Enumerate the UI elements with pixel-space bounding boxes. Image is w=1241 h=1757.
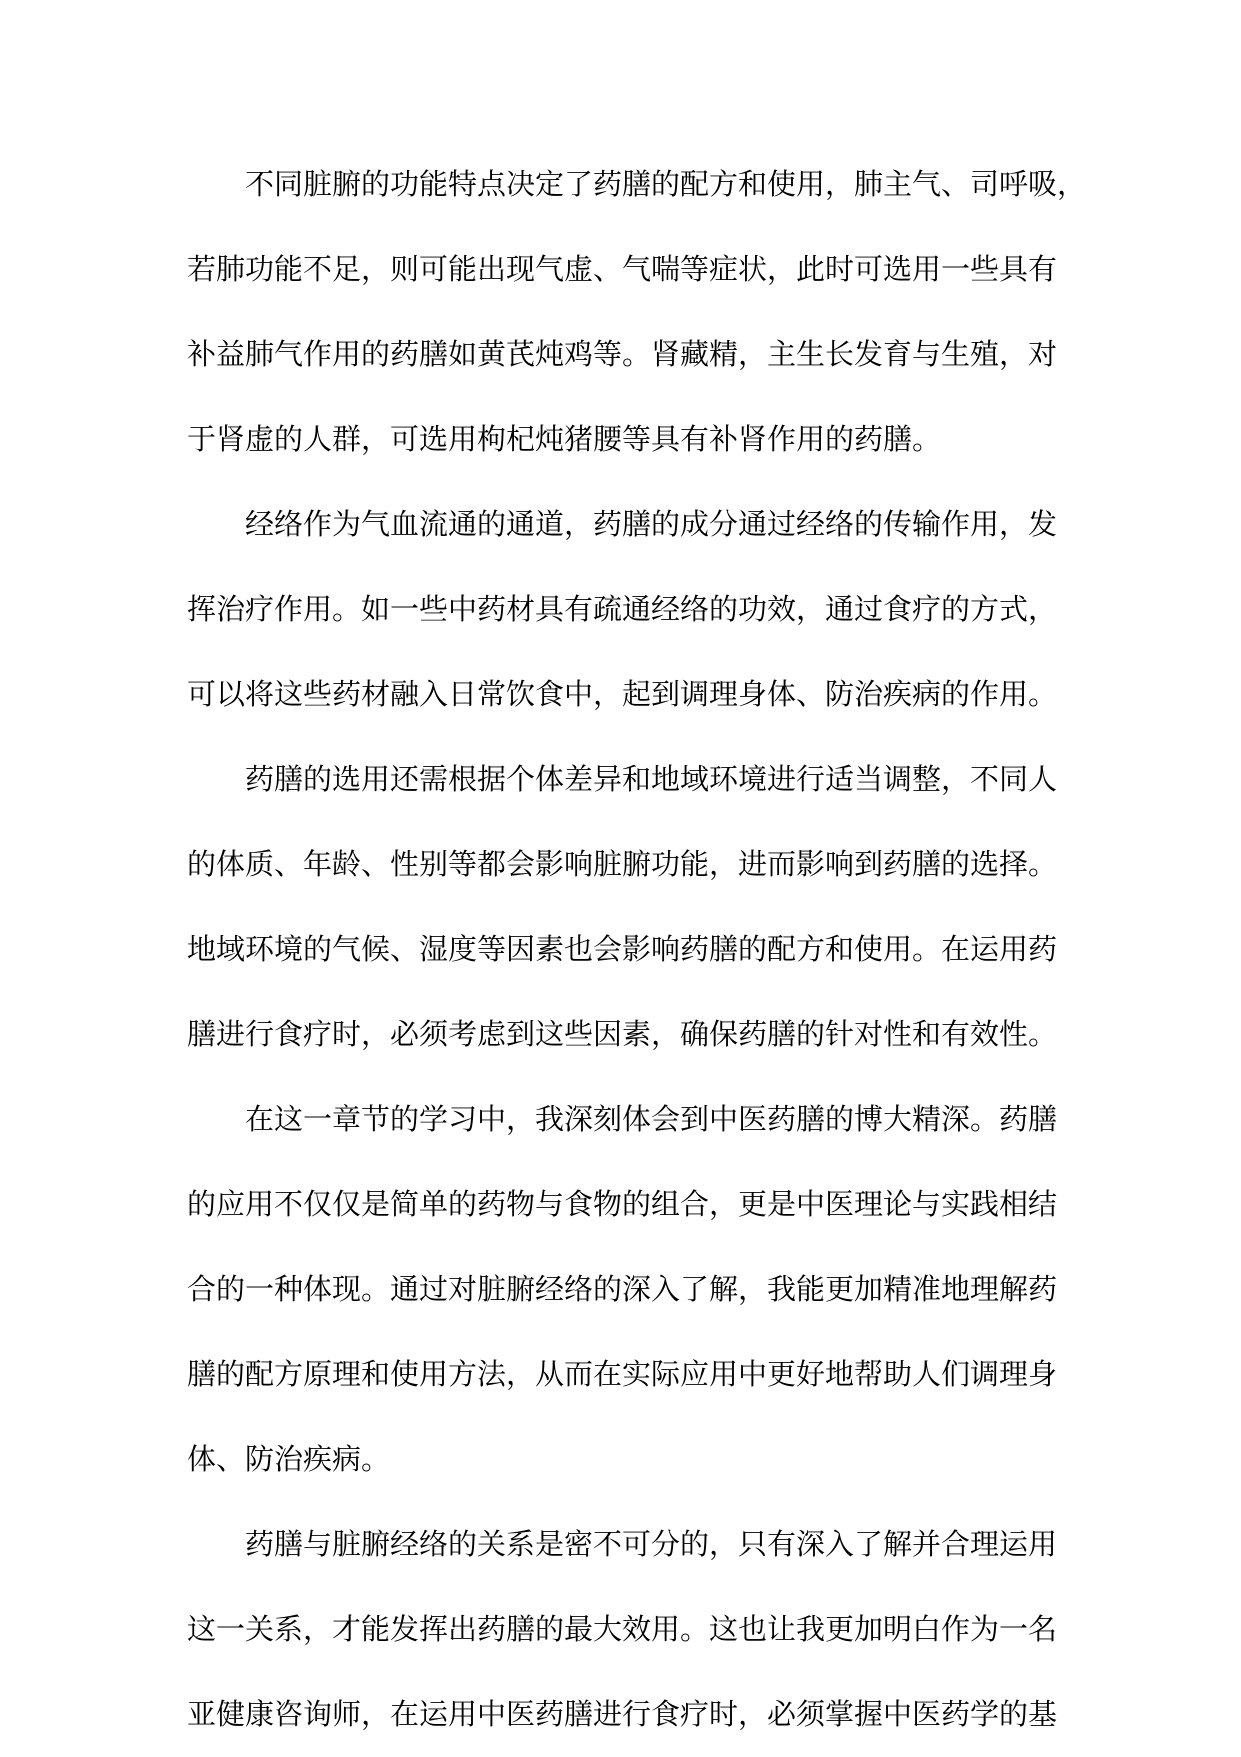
document-body <box>187 142 1087 1757</box>
paragraph-4 <box>187 1077 1058 1502</box>
text-line: 挥治疗作用。如一些中药材具有疏通经络的功效，通过食疗的方式， <box>187 592 1058 626</box>
paragraph-3 <box>187 737 1058 1077</box>
text-line: 补益肺气作用的药膳如黄芪炖鸡等。肾藏精，主生长发育与生殖，对 <box>187 337 1058 371</box>
text-line: 膳的配方原理和使用方法，从而在实际应用中更好地帮助人们调理身 <box>187 1357 1058 1391</box>
text-line: 的应用不仅仅是简单的药物与食物的组合，更是中医理论与实践相结 <box>187 1187 1058 1221</box>
text-line: 合的一种体现。通过对脏腑经络的深入了解，我能更加精准地理解药 <box>187 1272 1058 1306</box>
text-line: 亚健康咨询师，在运用中医药膳进行食疗时，必须掌握中医药学的基 <box>187 1697 1058 1731</box>
text-line: 这一关系，才能发挥出药膳的最大效用。这也让我更加明白作为一名 <box>187 1612 1058 1646</box>
text-line: 可以将这些药材融入日常饮食中，起到调理身体、防治疾病的作用。 <box>187 677 1058 711</box>
text-line: 膳进行食疗时，必须考虑到这些因素，确保药膳的针对性和有效性。 <box>187 1017 1058 1051</box>
paragraph-1 <box>187 142 1087 482</box>
text-line: 在这一章节的学习中，我深刻体会到中医药膳的博大精深。药膳 <box>245 1102 1058 1136</box>
text-line: 经络作为气血流通的通道，药膳的成分通过经络的传输作用，发 <box>245 507 1058 541</box>
paragraph-5 <box>187 1502 1058 1757</box>
text-line: 药膳与脏腑经络的关系是密不可分的，只有深入了解并合理运用 <box>245 1527 1058 1561</box>
text-line: 体、防治疾病。 <box>187 1442 391 1476</box>
text-line: 地域环境的气候、湿度等因素也会影响药膳的配方和使用。在运用药 <box>187 932 1058 966</box>
paragraph-2 <box>187 482 1058 737</box>
text-line: 若肺功能不足，则可能出现气虚、气喘等症状，此时可选用一些具有 <box>187 252 1058 286</box>
text-line: 药膳的选用还需根据个体差异和地域环境进行适当调整，不同人 <box>245 762 1058 796</box>
text-line: 不同脏腑的功能特点决定了药膳的配方和使用，肺主气、司呼吸， <box>245 167 1087 201</box>
text-line: 于肾虚的人群，可选用枸杞炖猪腰等具有补肾作用的药膳。 <box>187 422 942 456</box>
text-line: 的体质、年龄、性别等都会影响脏腑功能，进而影响到药膳的选择。 <box>187 847 1058 881</box>
